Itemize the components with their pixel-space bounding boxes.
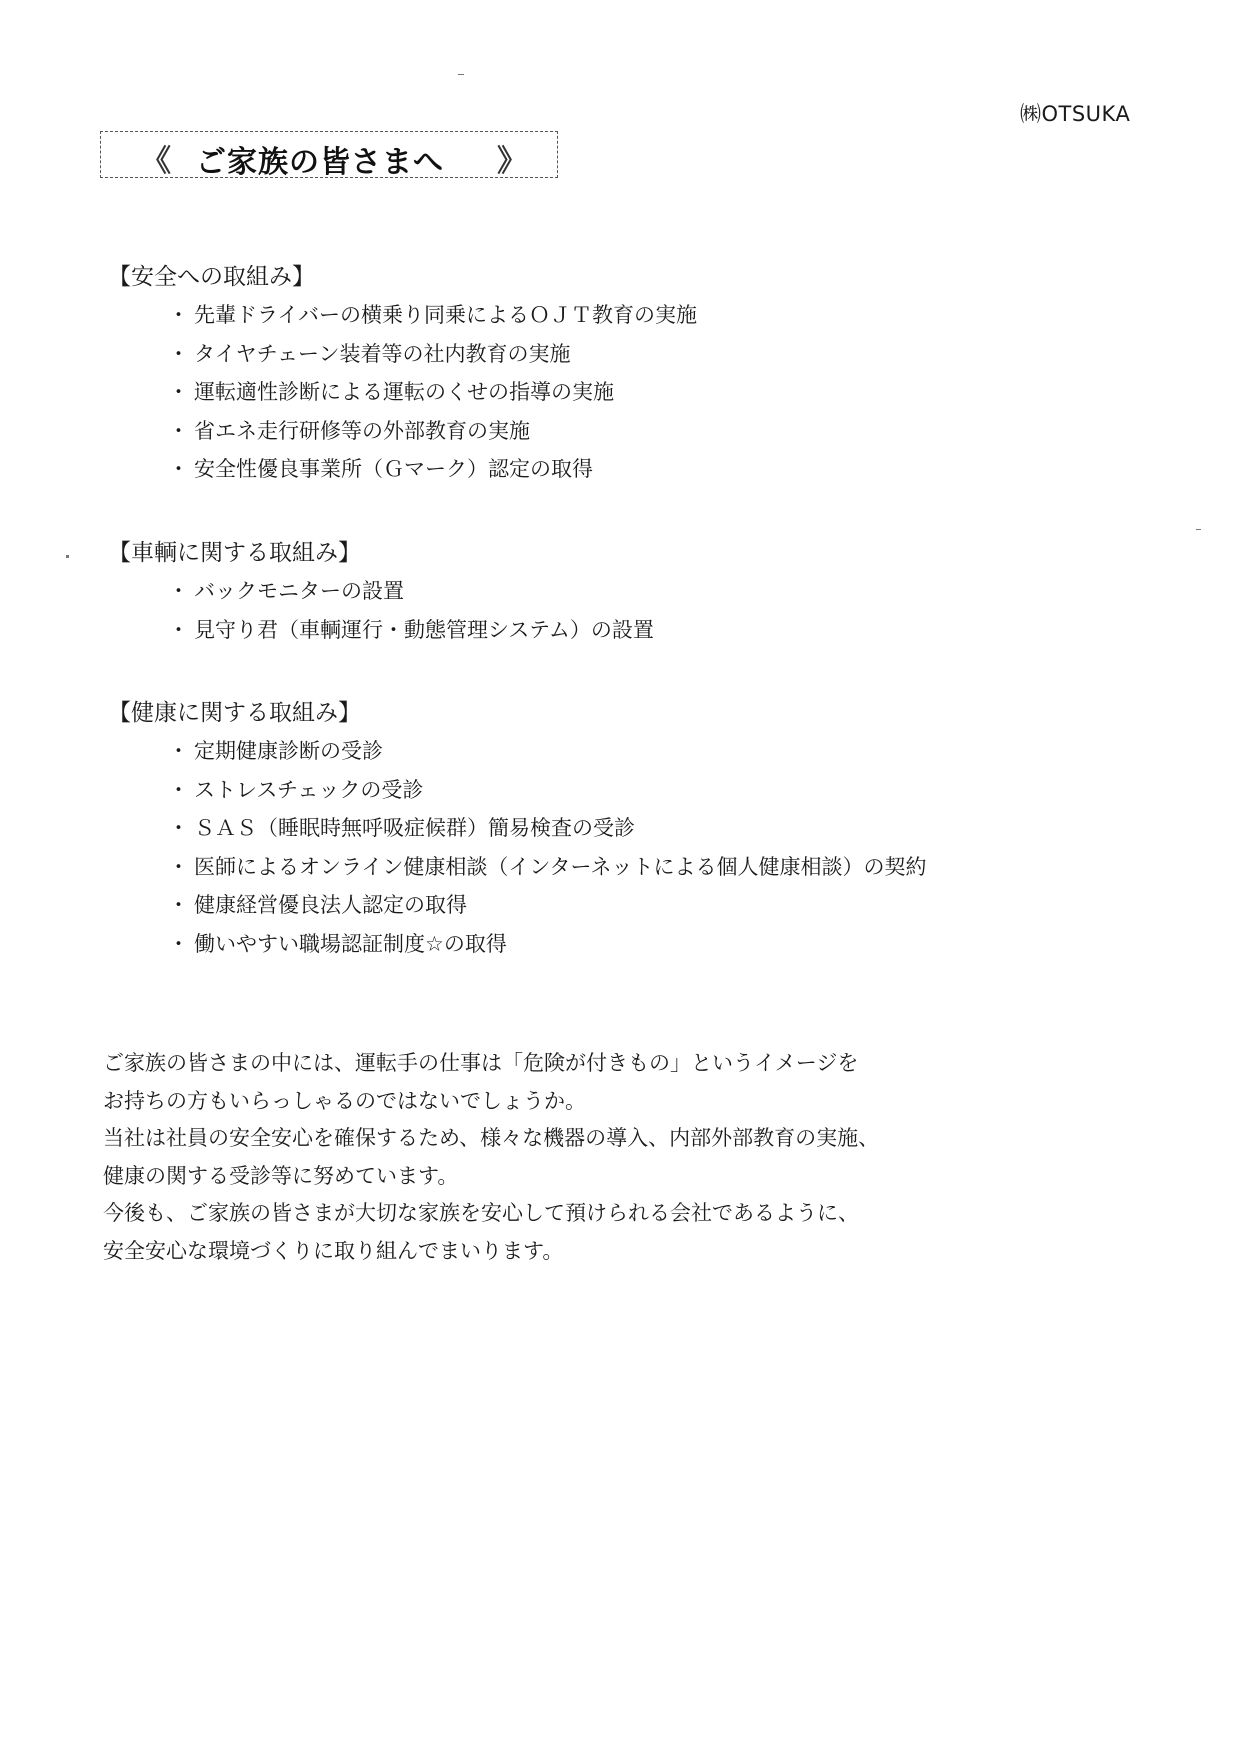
section-health <box>108 694 926 963</box>
bullet: ・ <box>168 816 189 840</box>
scan-speck <box>66 555 69 558</box>
item-list <box>108 732 926 963</box>
title-box <box>100 131 558 178</box>
closing-line: 健康の関する受診等に努めています。 <box>103 1163 459 1188</box>
closing-line: 今後も、ご家族の皆さまが大切な家族を安心して預けられる会社であるように、 <box>103 1201 859 1225</box>
list-item-text: 健康経営優良法人認定の取得 <box>194 893 467 917</box>
bullet: ・ <box>168 739 189 763</box>
list-item-text: 安全性優良事業所（Ｇマーク）認定の取得 <box>194 457 593 481</box>
bullet: ・ <box>168 854 189 879</box>
bullet: ・ <box>168 380 189 404</box>
list-item-text: ストレスチェックの受診 <box>194 777 424 802</box>
list-item-text: 省エネ走行研修等の外部教育の実施 <box>194 418 530 443</box>
closing-line: ご家族の皆さまの中には、運転手の仕事は「危険が付きもの」というイメージを <box>103 1051 859 1075</box>
page-title: ご家族の皆さまへ <box>196 145 444 180</box>
list-item <box>108 886 926 925</box>
list-item-text: 運転適性診断による運転のくせの指導の実施 <box>194 380 614 404</box>
list-item <box>108 450 697 489</box>
list-item <box>108 572 654 611</box>
bullet: ・ <box>168 617 189 642</box>
list-item <box>108 335 697 374</box>
item-list <box>108 572 654 649</box>
list-item <box>108 611 654 650</box>
list-item <box>108 296 697 335</box>
list-item-text: ＳＡＳ（睡眠時無呼吸症候群）簡易検査の受診 <box>194 816 635 840</box>
list-item <box>108 771 926 810</box>
closing-line: 安全安心な環境づくりに取り組んでまいります。 <box>103 1238 564 1263</box>
title-bracket-left: 《 <box>141 144 171 179</box>
list-item-text: 医師によるオンライン健康相談（インターネットによる個人健康相談）の契約 <box>194 854 927 879</box>
closing-message <box>103 1045 879 1270</box>
bullet: ・ <box>168 777 189 802</box>
list-item <box>108 809 926 848</box>
company-name: ㈱OTSUKA <box>1020 102 1131 126</box>
section-heading: 【車輌に関する取組み】 <box>108 540 361 566</box>
list-item <box>108 412 697 451</box>
title-bracket-right: 》 <box>497 144 527 179</box>
section-heading: 【安全への取組み】 <box>108 264 315 290</box>
list-item-text: 働いやすい職場認証制度☆の取得 <box>194 931 507 956</box>
closing-line: お持ちの方もいらっしゃるのではないでしょうか。 <box>103 1088 586 1113</box>
list-item <box>108 373 697 412</box>
list-item-text: 見守り君（車輌運行・動態管理システム）の設置 <box>194 617 654 642</box>
section-safety <box>108 258 697 489</box>
list-item-text: バックモニターの設置 <box>194 579 404 603</box>
section-vehicles <box>108 534 654 649</box>
bullet: ・ <box>168 931 189 956</box>
item-list <box>108 296 697 489</box>
bullet: ・ <box>168 893 189 917</box>
scan-speck <box>1196 529 1201 530</box>
list-item <box>108 732 926 771</box>
bullet: ・ <box>168 418 189 443</box>
section-heading: 【健康に関する取組み】 <box>108 700 361 726</box>
bullet: ・ <box>168 457 189 481</box>
list-item-text: 先輩ドライバーの横乗り同乗によるＯＪＴ教育の実施 <box>194 303 697 327</box>
bullet: ・ <box>168 579 189 603</box>
scan-speck <box>458 74 464 75</box>
closing-line: 当社は社員の安全安心を確保するため、様々な機器の導入、内部外部教育の実施、 <box>103 1126 880 1150</box>
list-item-text: 定期健康診断の受診 <box>194 739 383 763</box>
list-item <box>108 925 926 964</box>
bullet: ・ <box>168 341 189 366</box>
list-item <box>108 848 926 887</box>
list-item-text: タイヤチェーン装着等の社内教育の実施 <box>194 341 571 366</box>
bullet: ・ <box>168 303 189 327</box>
